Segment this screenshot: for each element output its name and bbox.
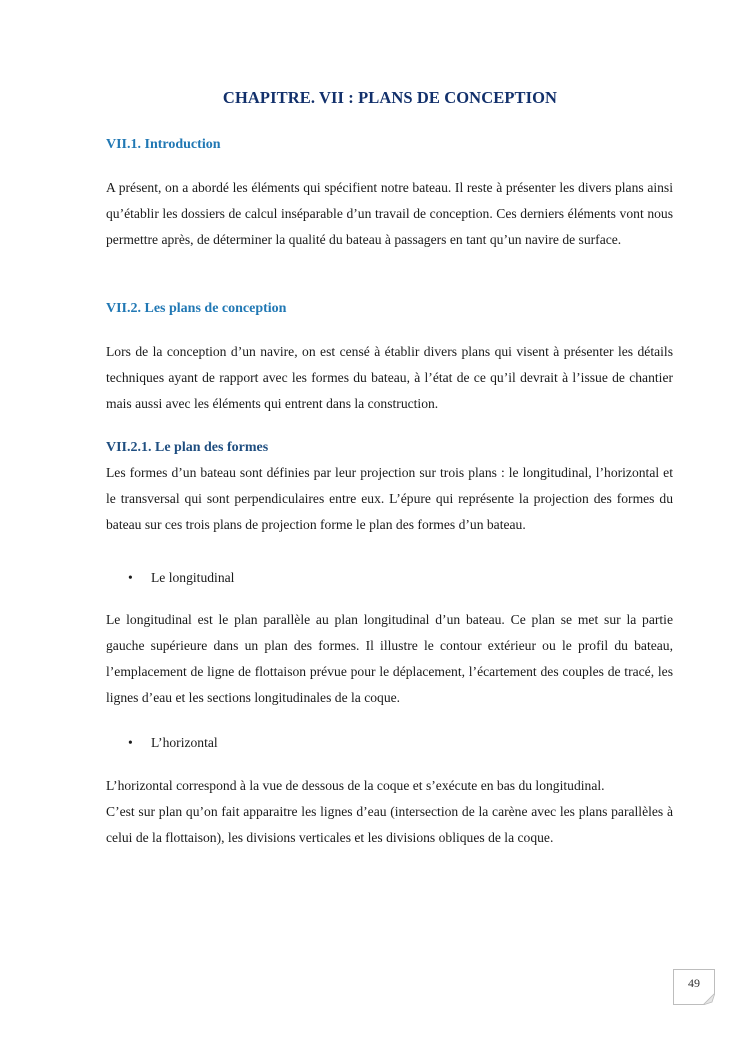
bullet-icon: • bbox=[128, 735, 133, 750]
section-heading-plans: VII.2. Les plans de conception bbox=[106, 301, 287, 316]
paragraph-plans: Lors de la conception d’un navire, on est censé à établir divers plans qui visent à présenter les détails techniques ayant de rapport avec les formes du bateau, à l’état de ce qu’il devrait à l’issue de chantier mais aussi avec les éléments qui entrent dans la construction. bbox=[106, 344, 673, 411]
bullet-label: L’horizontal bbox=[151, 735, 218, 750]
paragraph-horizontal-2: C’est sur plan qu’on fait apparaitre les lignes d’eau (intersection de la carène avec les plans parallèles à celui de la flottaison), les divisions verticales et les divisions obliques de la coque. bbox=[106, 804, 673, 845]
paragraph-introduction: A présent, on a abordé les éléments qui spécifient notre bateau. Il reste à présenter les divers plans ainsi qu’établir les dossiers de calcul inséparable d’un travail de conception. Ces derniers éléments vont nous permettre après, de déterminer la qualité du bateau à passagers en tant qu’un navire de surface. bbox=[106, 180, 673, 247]
bullet-label: Le longitudinal bbox=[151, 570, 235, 585]
paragraph-longitudinal: Le longitudinal est le plan parallèle au plan longitudinal d’un bateau. Ce plan se met sur la partie gauche supérieure dans un plan des formes. Il illustre le contour extérieur ou le profil du bateau, l’emplacement de ligne de flottaison prévue pour le déplacement, l’écartement des couples de tracé, les lignes d’eau et les sections longitudinales de la coque. bbox=[106, 612, 673, 705]
page-number-box bbox=[673, 969, 715, 1005]
bullet-icon: • bbox=[128, 570, 133, 585]
section-heading-introduction: VII.1. Introduction bbox=[106, 137, 221, 152]
bullet-item-horizontal bbox=[128, 733, 218, 753]
chapter-title: CHAPITRE. VII : PLANS DE CONCEPTION bbox=[222, 88, 558, 107]
subsection-heading-plan-des-formes: VII.2.1. Le plan des formes bbox=[106, 440, 269, 455]
paragraph-plan-des-formes: Les formes d’un bateau sont définies par leur projection sur trois plans : le longitudinal, l’horizontal et le transversal qui sont perpendiculaires entre eux. L’épure qui représente la projection des formes du bateau sur ces trois plans de projection forme le plan des formes d’un bateau. bbox=[106, 465, 673, 532]
page-number: 49 bbox=[688, 976, 700, 990]
page-fold-icon bbox=[703, 993, 715, 1005]
bullet-item-longitudinal bbox=[128, 568, 234, 588]
paragraph-horizontal-1: L’horizontal correspond à la vue de dessous de la coque et s’exécute en bas du longitudinal. bbox=[106, 778, 605, 793]
